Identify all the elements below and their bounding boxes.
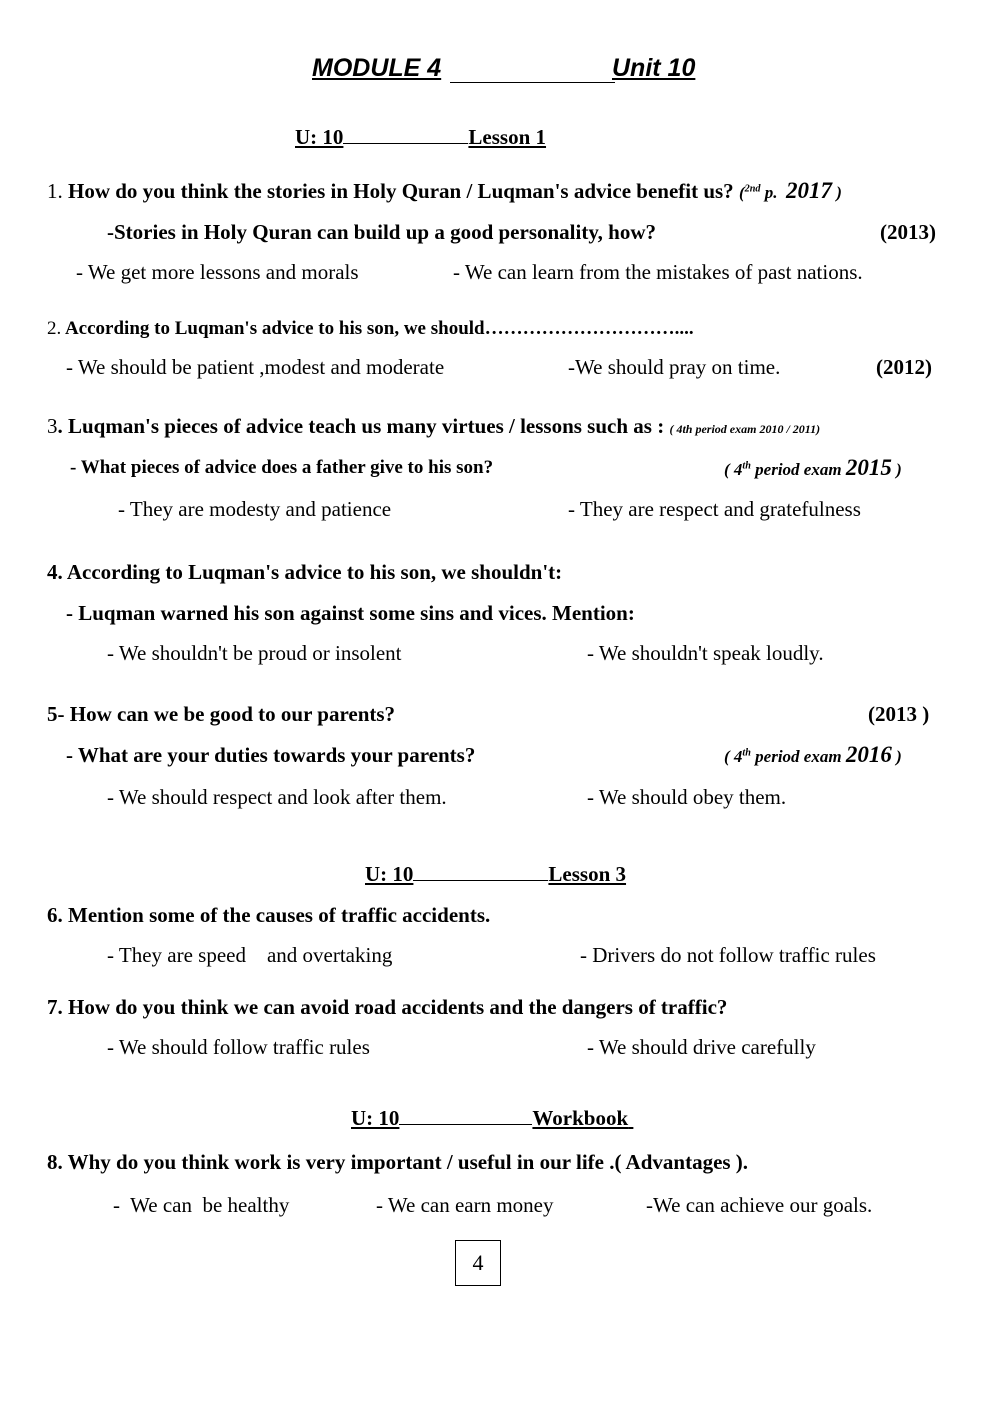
section-heading-workbook bbox=[351, 1106, 633, 1131]
question-7: 7. How do you think we can avoid road accidents and the dangers of traffic? bbox=[47, 995, 728, 1019]
answer-8b: - We can earn money bbox=[376, 1193, 554, 1217]
question-1: 1. How do you think the stories in Holy Quran / Luqman's advice benefit us? ($^{2nd}$ p. 2017 ) bbox=[47, 178, 842, 203]
question-3-alt: - What pieces of advice does a father give to his son? bbox=[70, 457, 494, 478]
answer-7a: - We should follow traffic rules bbox=[107, 1035, 370, 1059]
answer-1b: - We can learn from the mistakes of past nations. bbox=[453, 260, 863, 284]
question-4-alt: - Luqman warned his son against some sins and vices. Mention: bbox=[66, 601, 635, 625]
unit-title: Unit 10 bbox=[612, 54, 696, 82]
section-lesson: Lesson 3 bbox=[548, 862, 627, 886]
question-4: 4. According to Luqman's advice to his son, we shouldn't: bbox=[47, 560, 563, 584]
page-number: 4 bbox=[455, 1240, 501, 1286]
question-3-alt-ref: ( 4th period exam 2015 ) bbox=[724, 455, 902, 480]
answer-2b: -We should pray on time. bbox=[568, 355, 781, 379]
title-underline-gap bbox=[450, 82, 615, 83]
question-1-alt-year: (2013) bbox=[880, 220, 936, 244]
answer-8a: - We can be healthy bbox=[113, 1193, 290, 1217]
question-6: 6. Mention some of the causes of traffic accidents. bbox=[47, 903, 491, 927]
question-5-alt: - What are your duties towards your parents? bbox=[66, 743, 476, 767]
module-title: MODULE 4 bbox=[312, 54, 442, 82]
answer-8c: -We can achieve our goals. bbox=[646, 1193, 873, 1217]
answer-6a: - They are speed and overtaking bbox=[107, 943, 393, 967]
section-unit: U: 10 bbox=[365, 862, 414, 886]
answer-4a: - We shouldn't be proud or insolent bbox=[107, 641, 402, 665]
section-lesson: Lesson 1 bbox=[468, 125, 547, 149]
answer-2a: - We should be patient ,modest and moderate bbox=[66, 355, 445, 379]
answer-1a: - We get more lessons and morals bbox=[76, 260, 359, 284]
answer-4b: - We shouldn't speak loudly. bbox=[587, 641, 824, 665]
section-heading-lesson-1 bbox=[295, 125, 546, 150]
answer-3a: - They are modesty and patience bbox=[118, 497, 392, 521]
answer-5a: - We should respect and look after them. bbox=[107, 785, 447, 809]
question-2: 2. According to Luqman's advice to his son, we should………………………….... bbox=[47, 318, 694, 339]
question-5-alt-ref: ( 4th period exam 2016 ) bbox=[724, 742, 902, 767]
question-3: 3. Luqman's pieces of advice teach us many virtues / lessons such as : ( 4th period exam 2010 / 2011) bbox=[47, 414, 821, 438]
question-5-year: (2013 ) bbox=[868, 702, 930, 726]
question-5: 5- How can we be good to our parents? bbox=[47, 702, 396, 726]
answer-6b: - Drivers do not follow traffic rules bbox=[580, 943, 876, 967]
answer-3b: - They are respect and gratefulness bbox=[568, 497, 861, 521]
question-8: 8. Why do you think work is very important / useful in our life .( Advantages ). bbox=[47, 1150, 749, 1174]
section-unit: U: 10 bbox=[351, 1106, 400, 1130]
question-1-alt: -Stories in Holy Quran can build up a good personality, how? bbox=[107, 220, 657, 244]
answer-5b: - We should obey them. bbox=[587, 785, 787, 809]
question-2-year: (2012) bbox=[876, 355, 932, 379]
section-lesson: Workbook bbox=[532, 1106, 629, 1130]
section-unit: U: 10 bbox=[295, 125, 344, 149]
section-heading-lesson-3 bbox=[365, 862, 626, 887]
answer-7b: - We should drive carefully bbox=[587, 1035, 816, 1059]
